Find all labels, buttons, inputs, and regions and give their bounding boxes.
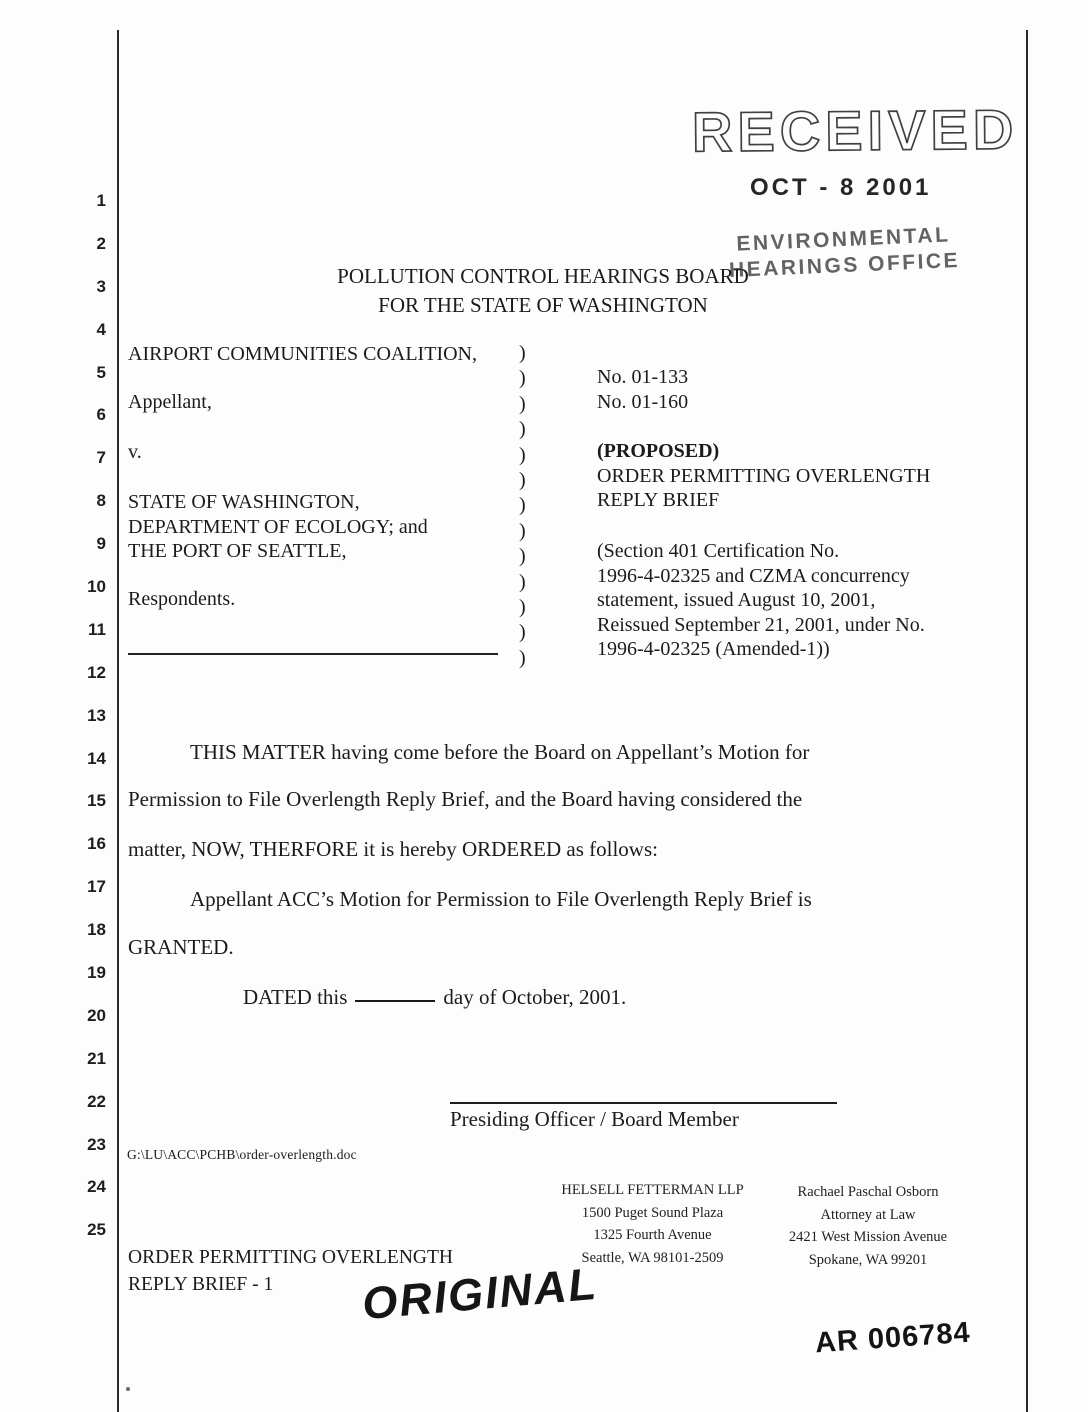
pleading-line-number: 12 <box>87 662 106 682</box>
case-numbers <box>597 365 688 414</box>
pleading-line-number: 5 <box>96 362 106 382</box>
pleading-line-number: 24 <box>87 1177 106 1197</box>
order-title-block <box>597 439 930 513</box>
pleading-line-number: 15 <box>87 791 106 811</box>
right-margin-rule <box>1026 30 1028 1412</box>
caption-respondents-label: Respondents. <box>128 588 236 610</box>
pleading-line-number: 13 <box>87 705 106 725</box>
certification-subtitle-block <box>597 539 925 662</box>
pleading-line-number: 8 <box>96 491 106 511</box>
caption-paren-column <box>519 341 526 671</box>
court-title-line2: FOR THE STATE OF WASHINGTON <box>378 293 708 317</box>
caption-paren: ) <box>519 570 526 593</box>
caption-paren: ) <box>519 646 526 669</box>
court-title <box>243 262 843 320</box>
caption-paren: ) <box>519 595 526 618</box>
case-number: No. 01-133 <box>597 366 689 388</box>
office-stamp-line2: HEARINGS OFFICE <box>728 248 961 283</box>
firm-address-line: 2421 West Mission Avenue <box>788 1229 948 1245</box>
pleading-line-number: 11 <box>88 619 106 639</box>
received-stamp: RECEIVED <box>691 97 1019 164</box>
certification-subtitle-line: 1996-4-02325 (Amended-1)) <box>597 638 830 660</box>
body-line-2: Permission to File Overlength Reply Brief, and the Board having considered the <box>128 787 803 811</box>
caption-appellant-name: AIRPORT COMMUNITIES COALITION, <box>128 343 477 365</box>
court-title-line1: POLLUTION CONTROL HEARINGS BOARD <box>337 264 749 288</box>
pleading-line-number: 22 <box>87 1091 106 1111</box>
firm-address-line: Seattle, WA 98101-2509 <box>581 1249 724 1266</box>
caption-paren: ) <box>519 545 526 568</box>
firm-address-helsell-fetterman <box>550 1179 755 1269</box>
caption-paren: ) <box>519 621 526 644</box>
pleading-line-number: 19 <box>87 963 106 983</box>
caption-appellant-label: Appellant, <box>128 391 212 413</box>
footer-doc-id-line2: REPLY BRIEF - 1 <box>128 1274 274 1295</box>
caption-paren: ) <box>519 519 526 542</box>
firm-address-line: 1500 Puget Sound Plaza <box>581 1204 724 1221</box>
firm-address-line: Attorney at Law <box>820 1206 916 1223</box>
pleading-line-number: 3 <box>96 276 106 296</box>
footer-doc-id-line1: ORDER PERMITTING OVERLENGTH <box>128 1247 453 1268</box>
left-margin-rule <box>117 30 119 1412</box>
pleading-line-number: 16 <box>87 834 106 854</box>
pleading-line-number: 17 <box>87 877 106 897</box>
caption-versus: v. <box>128 441 142 463</box>
dated-suffix: day of October, 2001. <box>443 985 627 1009</box>
caption-paren: ) <box>519 468 526 491</box>
order-title-line: ORDER PERMITTING OVERLENGTH <box>597 464 931 487</box>
caption-respondent-line3: THE PORT OF SEATTLE, <box>128 540 347 562</box>
pleading-line-number: 25 <box>87 1220 106 1240</box>
case-number: No. 01-160 <box>597 390 689 413</box>
pleading-line-number: 14 <box>87 748 106 768</box>
order-title-line: REPLY BRIEF <box>597 489 720 511</box>
pleading-line-number: 1 <box>96 191 106 210</box>
body-line-5: GRANTED. <box>128 935 234 959</box>
caption-paren: ) <box>519 392 526 415</box>
caption-underline <box>128 653 498 655</box>
caption-respondent-line1: STATE OF WASHINGTON, <box>128 491 360 513</box>
original-stamp: ORIGINAL <box>360 1257 600 1330</box>
pleading-line-number: 10 <box>87 577 106 597</box>
pleading-line-number: 9 <box>96 534 106 554</box>
signature-line <box>450 1102 837 1104</box>
signature-label: Presiding Officer / Board Member <box>450 1107 739 1131</box>
order-title-line: (PROPOSED) <box>597 440 720 462</box>
pleading-line-number: 21 <box>87 1048 106 1068</box>
file-path: G:\LU\ACC\PCHB\order-overlength.doc <box>127 1147 357 1162</box>
certification-subtitle-line: (Section 401 Certification No. <box>597 540 840 562</box>
firm-address-line: Spokane, WA 99201 <box>808 1251 928 1268</box>
firm-address-osborn <box>773 1181 963 1271</box>
caption-paren: ) <box>519 367 526 390</box>
caption-paren: ) <box>519 418 526 441</box>
pleading-line-number: 6 <box>96 405 106 425</box>
caption-paren: ) <box>519 342 526 364</box>
scan-speck <box>126 1387 130 1391</box>
pleading-line-number-column <box>58 180 106 1252</box>
dated-prefix: DATED this <box>243 985 348 1009</box>
certification-subtitle-line: Reissued September 21, 2001, under No. <box>597 613 925 636</box>
pleading-line-number: 23 <box>87 1134 106 1154</box>
firm-address-line: 1325 Fourth Avenue <box>593 1227 712 1243</box>
dated-day-blank <box>355 996 435 1002</box>
dated-line <box>243 985 626 1010</box>
pleading-line-number: 7 <box>96 448 106 468</box>
bates-number: AR 006784 <box>814 1316 972 1360</box>
firm-address-line: HELSELL FETTERMAN LLP <box>561 1182 744 1198</box>
pleading-line-number: 18 <box>87 920 106 940</box>
pleading-line-number: 20 <box>87 1005 106 1025</box>
body-line-1: THIS MATTER having come before the Board on Appellant’s Motion for <box>190 740 810 764</box>
caption-paren: ) <box>519 443 526 466</box>
office-stamp-line1: ENVIRONMENTAL <box>735 223 951 256</box>
certification-subtitle-line: statement, issued August 10, 2001, <box>597 589 876 611</box>
certification-subtitle-line: 1996-4-02325 and CZMA concurrency <box>597 564 910 587</box>
received-stamp-date: OCT - 8 2001 <box>750 174 932 201</box>
caption-paren: ) <box>519 494 526 517</box>
body-line-4: Appellant ACC’s Motion for Permission to File Overlength Reply Brief is <box>190 887 812 911</box>
pleading-line-number: 2 <box>96 233 106 253</box>
caption-respondent-line2: DEPARTMENT OF ECOLOGY; and <box>128 516 428 538</box>
firm-address-line: Rachael Paschal Osborn <box>797 1184 939 1200</box>
pleading-line-number: 4 <box>96 319 106 339</box>
body-line-3: matter, NOW, THERFORE it is hereby ORDERED as follows: <box>128 837 658 861</box>
